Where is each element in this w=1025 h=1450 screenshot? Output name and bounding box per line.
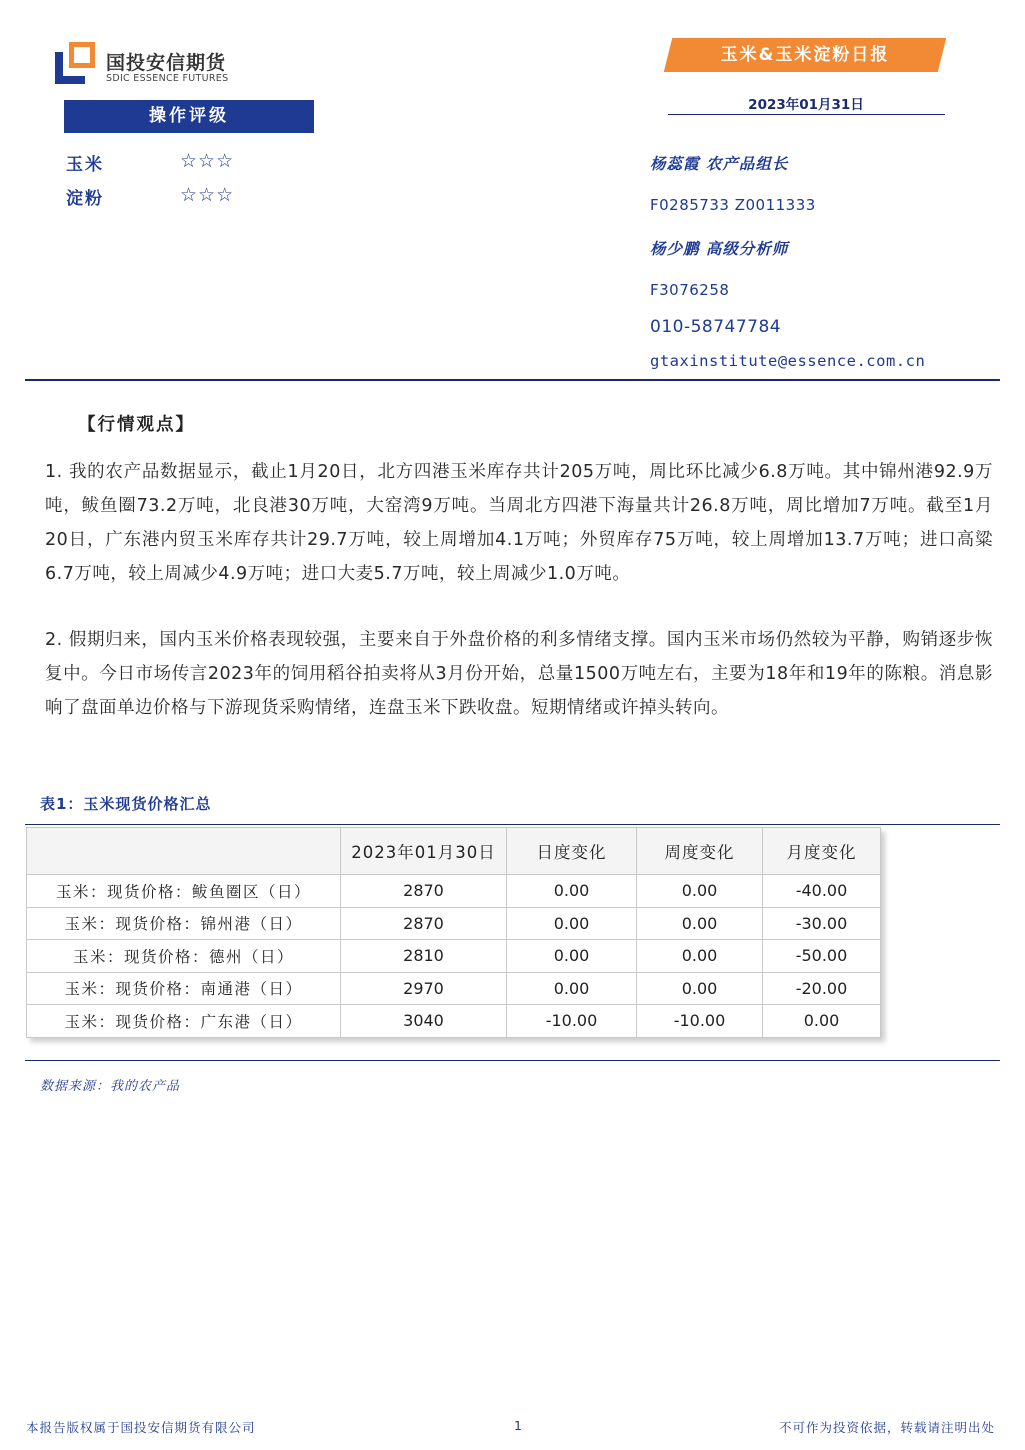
- table-cell: 玉米：现货价格：广东港（日）: [27, 1005, 341, 1038]
- table-cell: 2870: [341, 875, 507, 908]
- column-header: 月度变化: [763, 828, 881, 875]
- rating-heading: 操作评级: [64, 100, 314, 133]
- rating-stars-corn: ☆☆☆: [180, 150, 235, 172]
- rating-label-corn: 玉米: [66, 155, 104, 175]
- table-cell: 3040: [341, 1005, 507, 1038]
- table-title: 表1：玉米现货价格汇总: [40, 795, 212, 813]
- table-cell: 玉米：现货价格：德州（日）: [27, 940, 341, 973]
- market-view-paragraph-1: 1. 我的农产品数据显示，截止1月20日，北方四港玉米库存共计205万吨，周比环比减少6.8万吨。其中锦州港92.9万吨，鲅鱼圈73.2万吨，北良港30万吨，大窑湾9万吨。当周北方四港下海量共计26.8万吨，周比增加7万吨。截至1月20日，广东港内贸玉米库存共计29.7万吨，较上周增加4.1万吨；外贸库存75万吨，较上周增加13.7万吨；进口高粱6.7万吨，较上周减少4.9万吨；进口大麦5.7万吨，较上周减少1.0万吨。: [45, 462, 993, 584]
- table-row: [27, 907, 881, 940]
- analyst-2-license: F3076258: [650, 281, 730, 299]
- analyst-1-license: F0285733 Z0011333: [650, 196, 816, 214]
- market-view-paragraph-2: 2. 假期归来，国内玉米价格表现较强，主要来自于外盘价格的利多情绪支撑。国内玉米市场仍然较为平静，购销逐步恢复中。今日市场传言2023年的饲用稻谷拍卖将从3月份开始，总量1500万吨左右，主要为18年和19年的陈粮。消息影响了盘面单边价格与下游现货采购情绪，连盘玉米下跌收盘。短期情绪或许掉头转向。: [45, 630, 993, 718]
- table-cell: 0.00: [637, 875, 763, 908]
- column-header: 2023年01月30日: [341, 828, 507, 875]
- table-row: [27, 875, 881, 908]
- column-header: 周度变化: [637, 828, 763, 875]
- contact-phone: 010-58747784: [650, 317, 782, 337]
- company-name-cn: 国投安信期货: [106, 52, 227, 74]
- footer-copyright: 本报告版权属于国投安信期货有限公司: [26, 1420, 256, 1435]
- table-header-row: [27, 828, 881, 875]
- table-cell: -50.00: [763, 940, 881, 973]
- table-cell: 2810: [341, 940, 507, 973]
- table-cell: -20.00: [763, 972, 881, 1005]
- table-cell: 2970: [341, 972, 507, 1005]
- table-cell: 0.00: [507, 907, 637, 940]
- column-header: [27, 828, 341, 875]
- table-cell: 0.00: [763, 1005, 881, 1038]
- rating-stars-starch: ☆☆☆: [180, 184, 235, 206]
- table-cell: 0.00: [507, 972, 637, 1005]
- market-view-heading: 【行情观点】: [78, 415, 195, 435]
- company-name-en: SDIC ESSENCE FUTURES: [106, 73, 229, 84]
- table-top-rule: [25, 824, 1000, 825]
- table-row: [27, 972, 881, 1005]
- header-divider: [25, 379, 1000, 381]
- footer-disclaimer: 不可作为投资依据，转载请注明出处: [778, 1420, 995, 1435]
- contact-email[interactable]: gtaxinstitute@essence.com.cn: [650, 352, 926, 370]
- table-cell: 玉米：现货价格：锦州港（日）: [27, 907, 341, 940]
- table-cell: 玉米：现货价格：南通港（日）: [27, 972, 341, 1005]
- spot-price-table: [26, 827, 881, 1038]
- footer-page-number: 1: [514, 1418, 522, 1433]
- column-header: 日度变化: [507, 828, 637, 875]
- analyst-2-name: 杨少鹏 高级分析师: [650, 240, 789, 258]
- table-cell: 玉米：现货价格：鲅鱼圈区（日）: [27, 875, 341, 908]
- table-cell: 0.00: [637, 972, 763, 1005]
- table-cell: 2870: [341, 907, 507, 940]
- table-bottom-rule: [25, 1060, 1000, 1061]
- report-date: 2023年01月31日: [748, 97, 864, 113]
- table-cell: -30.00: [763, 907, 881, 940]
- table-row: [27, 1005, 881, 1038]
- table-row: [27, 940, 881, 973]
- data-source-note: 数据来源：我的农产品: [40, 1079, 181, 1094]
- table-cell: 0.00: [637, 940, 763, 973]
- table-cell: -10.00: [507, 1005, 637, 1038]
- rating-label-starch: 淀粉: [66, 189, 104, 209]
- report-title: 玉米&玉米淀粉日报: [720, 45, 890, 65]
- table-cell: 0.00: [507, 940, 637, 973]
- table-cell: -40.00: [763, 875, 881, 908]
- table-cell: 0.00: [507, 875, 637, 908]
- table-cell: -10.00: [637, 1005, 763, 1038]
- table-cell: 0.00: [637, 907, 763, 940]
- analyst-1-name: 杨蕊霞 农产品组长: [650, 155, 789, 173]
- company-logo-icon: [55, 42, 95, 84]
- date-divider: [668, 114, 945, 115]
